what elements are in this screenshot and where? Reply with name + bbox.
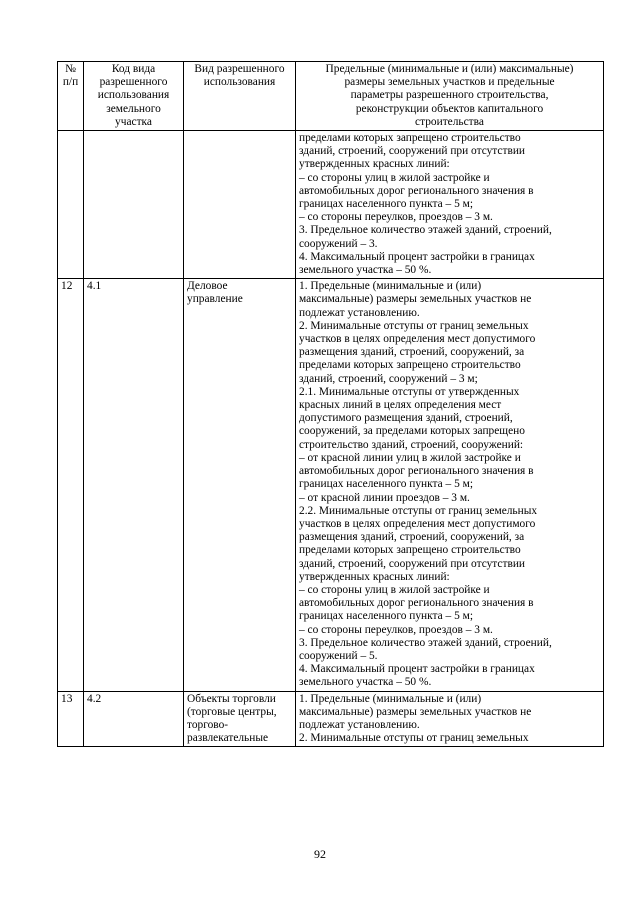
text-line: автомобильных дорог регионального значения в bbox=[299, 184, 534, 197]
text-line: зданий, строений, сооружений – 3 м; bbox=[299, 372, 478, 385]
page-number: 92 bbox=[314, 847, 326, 861]
text-line: – от красной линии проездов – 3 м. bbox=[299, 491, 470, 504]
text-line: Предельные (минимальные и (или) максимальные) bbox=[325, 63, 574, 75]
text-line: автомобильных дорог регионального значения в bbox=[299, 597, 534, 610]
text-line: сооружений – 3. bbox=[299, 237, 378, 250]
text-line: 2. Минимальные отступы от границ земельных bbox=[299, 319, 529, 332]
text-line: разрешенного bbox=[99, 76, 168, 89]
text-line: 2. Минимальные отступы от границ земельных bbox=[299, 732, 529, 745]
text-line: размещения зданий, строений, сооружений, за bbox=[299, 531, 525, 544]
table-header-row bbox=[58, 62, 604, 131]
text-line: земельного участка – 50 %. bbox=[299, 676, 432, 689]
text-line: 1. Предельные (минимальные и (или) bbox=[299, 692, 482, 705]
text-line: размеры земельных участков и предельные bbox=[344, 76, 555, 89]
header-params bbox=[296, 62, 604, 131]
text-line: управление bbox=[187, 293, 243, 306]
text-line: реконструкции объектов капитального bbox=[355, 102, 544, 115]
text-line: допустимого размещения зданий, строений, bbox=[299, 412, 513, 425]
row-code: 4.2 bbox=[84, 691, 184, 747]
text-line: зданий, строений, сооружений при отсутствии bbox=[299, 145, 526, 158]
text-line: пределами которых запрещено строительство bbox=[299, 359, 521, 372]
text-line: размещения зданий, строений, сооружений, за bbox=[299, 346, 525, 359]
text-line: Вид разрешенного bbox=[194, 63, 285, 75]
table-row bbox=[58, 279, 604, 691]
text-line: утвержденных красных линий: bbox=[299, 570, 450, 583]
table-row bbox=[58, 691, 604, 747]
text-line: – со стороны переулков, проездов – 3 м. bbox=[299, 623, 493, 636]
text-line: максимальные) размеры земельных участков не bbox=[299, 705, 532, 718]
text-line: строительства bbox=[415, 115, 484, 128]
text-line: 3. Предельное количество этажей зданий, строений, bbox=[299, 636, 552, 649]
text-line: земельного bbox=[106, 102, 161, 115]
row-kind bbox=[184, 279, 296, 691]
text-line: 2.2. Минимальные отступы от границ земельных bbox=[299, 504, 538, 517]
text-line: пределами которых запрещено строительство bbox=[299, 544, 521, 557]
text-line: – от красной линии улиц в жилой застройке и bbox=[299, 451, 521, 464]
text-line: 4. Максимальный процент застройки в границах bbox=[299, 250, 535, 263]
text-line: использования bbox=[97, 89, 170, 102]
header-num bbox=[58, 62, 84, 131]
text-line: участка bbox=[115, 115, 152, 128]
text-line: – со стороны улиц в жилой застройке и bbox=[299, 583, 490, 596]
text-line: границах населенного пункта – 5 м; bbox=[299, 198, 474, 211]
text-line: Объекты торговли bbox=[187, 692, 276, 705]
text-line: – со стороны улиц в жилой застройке и bbox=[299, 171, 490, 184]
text-line: строительство зданий, строений, сооружений: bbox=[299, 438, 524, 451]
text-line: земельного участка – 50 %. bbox=[299, 264, 432, 277]
row-params bbox=[296, 279, 604, 691]
text-line: подлежат установлению. bbox=[299, 718, 420, 731]
row-num bbox=[58, 131, 84, 279]
text-line: зданий, строений, сооружений при отсутствии bbox=[299, 557, 526, 570]
text-line: (торговые центры, bbox=[187, 705, 277, 718]
land-use-table bbox=[57, 61, 604, 747]
text-line: сооружений – 5. bbox=[299, 649, 378, 662]
text-line: № bbox=[65, 63, 76, 75]
text-line: 3. Предельное количество этажей зданий, строений, bbox=[299, 224, 552, 237]
row-code bbox=[84, 131, 184, 279]
row-params bbox=[296, 131, 604, 279]
text-line: развлекательные bbox=[187, 732, 269, 745]
text-line: сооружений, за пределами которых запрещено bbox=[299, 425, 525, 438]
header-code bbox=[84, 62, 184, 131]
text-line: 1. Предельные (минимальные и (или) bbox=[299, 280, 482, 293]
text-line: участков в целях определения мест допустимого bbox=[299, 517, 536, 530]
row-kind bbox=[184, 131, 296, 279]
text-line: пределами которых запрещено строительство bbox=[299, 132, 521, 145]
text-line: участков в целях определения мест допустимого bbox=[299, 333, 536, 346]
text-line: автомобильных дорог регионального значения в bbox=[299, 465, 534, 478]
row-num: 12 bbox=[58, 279, 84, 691]
text-line: границах населенного пункта – 5 м; bbox=[299, 478, 474, 491]
text-line: границах населенного пункта – 5 м; bbox=[299, 610, 474, 623]
text-line: параметры разрешенного строительства, bbox=[350, 89, 549, 102]
text-line: Деловое bbox=[187, 280, 228, 293]
header-kind bbox=[184, 62, 296, 131]
row-kind bbox=[184, 691, 296, 747]
text-line: торгово- bbox=[187, 718, 229, 731]
text-line: использования bbox=[203, 76, 276, 89]
table-row bbox=[58, 131, 604, 279]
row-num: 13 bbox=[58, 691, 84, 747]
row-code: 4.1 bbox=[84, 279, 184, 691]
text-line: Код вида bbox=[111, 63, 156, 75]
text-line: 2.1. Минимальные отступы от утвержденных bbox=[299, 385, 520, 398]
text-line: 4. Максимальный процент застройки в границах bbox=[299, 663, 535, 676]
text-line: подлежат установлению. bbox=[299, 306, 420, 319]
text-line: максимальные) размеры земельных участков не bbox=[299, 293, 532, 306]
row-params bbox=[296, 691, 604, 747]
text-line: красных линий в целях определения мест bbox=[299, 399, 502, 412]
text-line: утвержденных красных линий: bbox=[299, 158, 450, 171]
text-line: п/п bbox=[62, 76, 79, 89]
text-line: – со стороны переулков, проездов – 3 м. bbox=[299, 211, 493, 224]
